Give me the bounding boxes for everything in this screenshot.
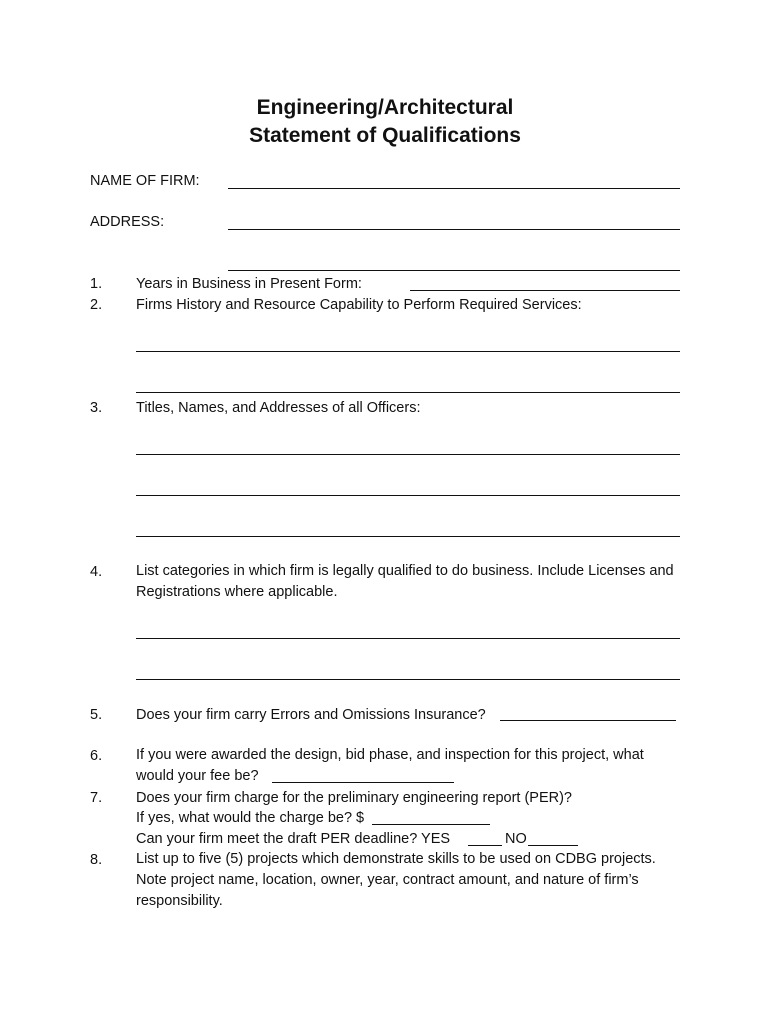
- address-field-line1[interactable]: [228, 229, 680, 230]
- name-of-firm-label: NAME OF FIRM:: [90, 173, 200, 189]
- item-1-number: 1.: [90, 276, 103, 292]
- item-2-text: Firms History and Resource Capability to Perform Required Services:: [136, 297, 582, 313]
- item-3-number: 3.: [90, 400, 103, 416]
- years-in-business-field[interactable]: [410, 290, 680, 291]
- address-label: ADDRESS:: [90, 214, 165, 230]
- item-7-line3-yes: Can your firm meet the draft PER deadline? YES: [136, 831, 451, 847]
- item-6-text: If you were awarded the design, bid phase, and inspection for this project, what would your fee be?: [136, 747, 644, 784]
- officers-field-line1[interactable]: [136, 454, 680, 455]
- officers-field-line3[interactable]: [136, 536, 680, 537]
- per-deadline-yes-field[interactable]: [468, 845, 502, 846]
- per-charge-field[interactable]: [372, 824, 490, 825]
- categories-field-line2[interactable]: [136, 679, 680, 680]
- categories-field-line1[interactable]: [136, 638, 680, 639]
- item-4-number: 4.: [90, 564, 103, 580]
- item-7-line2: If yes, what would the charge be? $: [136, 810, 365, 826]
- item-6-number: 6.: [90, 748, 103, 764]
- firm-history-field-line1[interactable]: [136, 351, 680, 352]
- item-8-text: List up to five (5) projects which demonstrate skills to be used on CDBG projects. Note project name, location, owner, year, contract amount, and nature of firm’s responsibility.: [136, 851, 656, 909]
- item-4-text: List categories in which firm is legally qualified to do business. Include Licenses and Registrations where applicable.: [136, 563, 674, 600]
- per-deadline-no-field[interactable]: [528, 845, 578, 846]
- item-7-line3-no: NO: [505, 831, 527, 847]
- name-of-firm-field[interactable]: [228, 188, 680, 189]
- firm-history-field-line2[interactable]: [136, 392, 680, 393]
- item-8-number: 8.: [90, 852, 103, 868]
- form-title-line1: Engineering/Architectural: [256, 96, 514, 119]
- insurance-answer-field[interactable]: [500, 720, 676, 721]
- form-title-line2: Statement of Qualifications: [249, 124, 521, 147]
- item-5-text: Does your firm carry Errors and Omissions Insurance?: [136, 707, 486, 723]
- item-3-text: Titles, Names, and Addresses of all Officers:: [136, 400, 421, 416]
- officers-field-line2[interactable]: [136, 495, 680, 496]
- item-5-number: 5.: [90, 707, 103, 723]
- item-7-line1: Does your firm charge for the preliminary engineering report (PER)?: [136, 790, 572, 806]
- fee-field[interactable]: [272, 782, 454, 783]
- item-1-text: Years in Business in Present Form:: [136, 276, 362, 292]
- item-7-number: 7.: [90, 790, 103, 806]
- address-field-line2[interactable]: [228, 270, 680, 271]
- item-2-number: 2.: [90, 297, 103, 313]
